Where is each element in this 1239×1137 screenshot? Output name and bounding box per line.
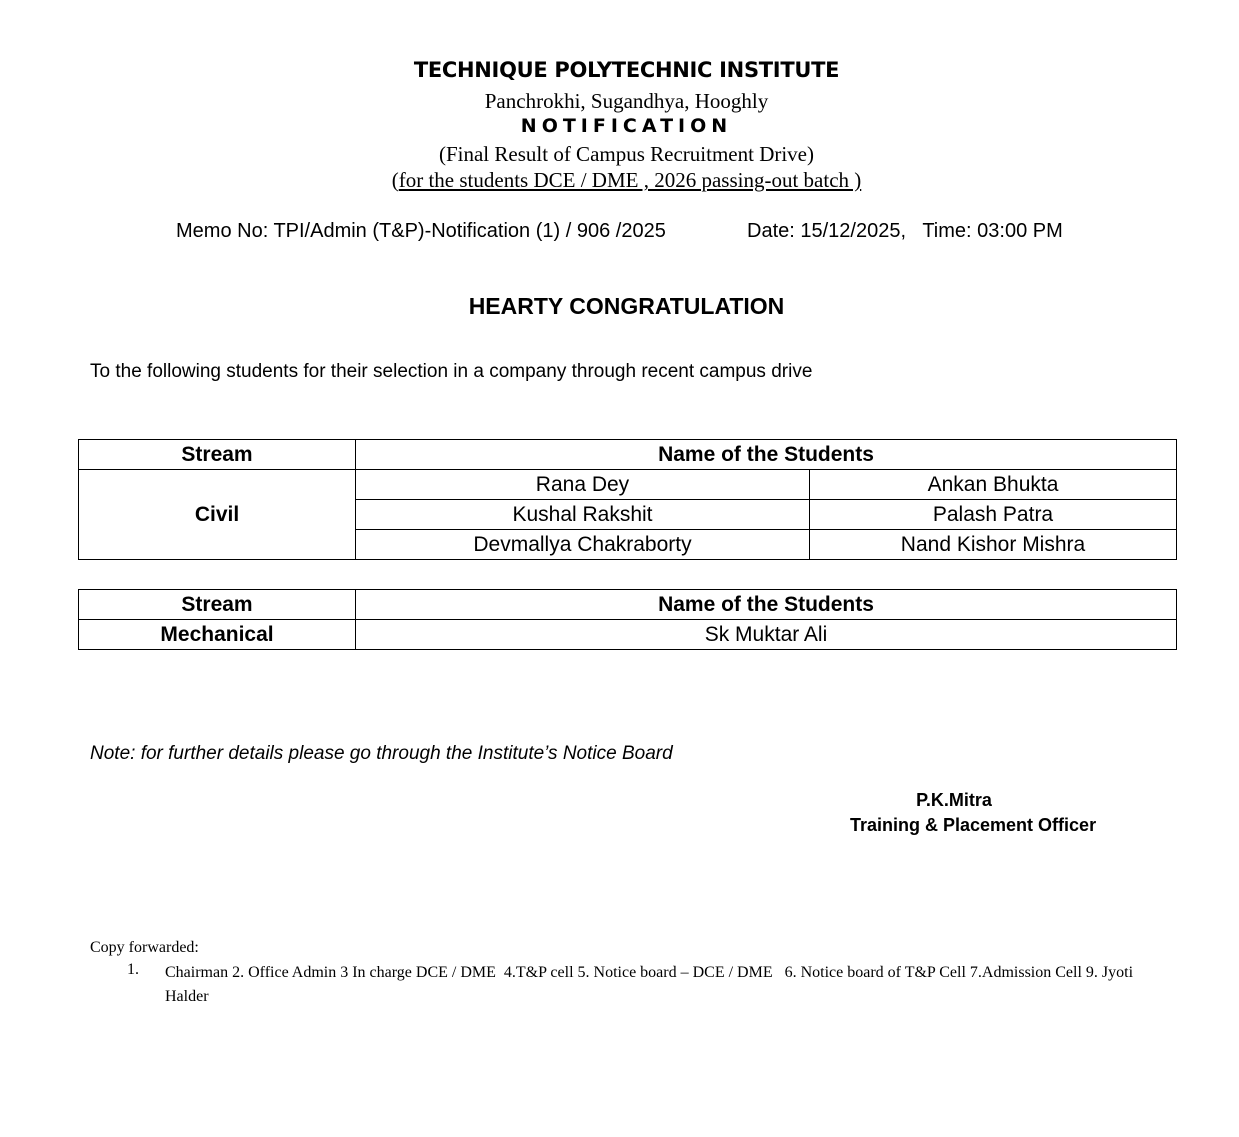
note-text: Note: for further details please go through the Institute’s Notice Board [90, 743, 673, 764]
mechanical-results-table [78, 589, 1177, 650]
student-name: Palash Patra [810, 500, 1177, 530]
copy-recipients: Chairman 2. Office Admin 3 In charge DCE / DME 4.T&P cell 5. Notice board – DCE / DME 6. Notice board of T&P Cell 7.Admission Cell 9. Jyoti Halder [165, 964, 1142, 1005]
stream-civil: Civil [79, 470, 356, 560]
names-header: Name of the Students [356, 440, 1177, 470]
institute-name: TECHNIQUE POLYTECHNIC INSTITUTE [413, 58, 840, 82]
civil-results-table [78, 439, 1177, 560]
batch-text: for the students DCE / DME , 2026 passing-out batch ) [398, 168, 862, 192]
notification-title: NOTIFICATION [520, 115, 733, 137]
stream-header: Stream [79, 590, 356, 620]
congratulation-heading: HEARTY CONGRATULATION [468, 293, 785, 319]
batch-line [0, 168, 1239, 193]
batch-open-paren: ( [391, 168, 399, 192]
signatory-title: Training & Placement Officer [850, 815, 1097, 835]
student-name: Kushal Rakshit [356, 500, 810, 530]
table-row [79, 470, 1177, 500]
student-name: Nand Kishor Mishra [810, 530, 1177, 560]
names-header: Name of the Students [356, 590, 1177, 620]
copy-list-number: 1. [127, 961, 139, 978]
stream-header: Stream [79, 440, 356, 470]
student-name: Sk Muktar Ali [356, 620, 1177, 650]
stream-mechanical: Mechanical [79, 620, 356, 650]
table-header-row [79, 440, 1177, 470]
intro-text: To the following students for their selection in a company through recent campus drive [90, 361, 813, 382]
notification-subtitle: (Final Result of Campus Recruitment Drive) [438, 142, 815, 166]
memo-date-time: Date: 15/12/2025, Time: 03:00 PM [747, 220, 1063, 242]
signatory-name: P.K.Mitra [916, 790, 992, 810]
memo-number: Memo No: TPI/Admin (T&P)-Notification (1) / 906 /2025 [176, 220, 666, 242]
student-name: Devmallya Chakraborty [356, 530, 810, 560]
copy-forwarded-label: Copy forwarded: [90, 939, 199, 956]
institute-address: Panchrokhi, Sugandhya, Hooghly [484, 89, 769, 113]
table-row [79, 620, 1177, 650]
student-name: Ankan Bhukta [810, 470, 1177, 500]
student-name: Rana Dey [356, 470, 810, 500]
table-header-row [79, 590, 1177, 620]
